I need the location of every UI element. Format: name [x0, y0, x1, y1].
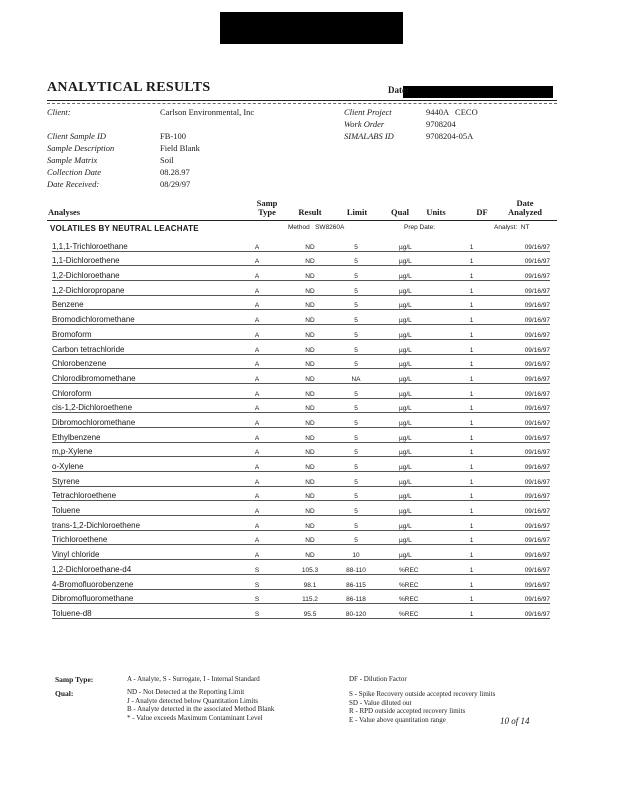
analyte-cell: Chlorobenzene: [52, 354, 227, 369]
samp-type-cell: A: [227, 369, 287, 384]
limit-cell: 5: [333, 472, 379, 487]
analyte-cell: Dibromochloromethane: [52, 413, 227, 428]
qual-cell: [379, 560, 399, 575]
qual-cell: [379, 427, 399, 442]
work-order: Work Order: [344, 119, 385, 129]
units-cell: µg/L: [399, 545, 449, 560]
result-cell: ND: [287, 472, 333, 487]
table-row: [52, 574, 550, 589]
df-cell: 1: [449, 325, 494, 340]
sample-info-value: 08/29/97: [160, 179, 191, 189]
legend-qual-line: E - Value above quantitation range: [349, 715, 446, 724]
result-cell: ND: [287, 281, 333, 296]
table-row: [52, 530, 550, 545]
date-cell: 09/16/97: [494, 369, 550, 384]
table-row: [52, 383, 550, 398]
table-row: [52, 486, 550, 501]
limit-cell: 5: [333, 266, 379, 281]
legend-df-text: DF - Dilution Factor: [349, 675, 407, 683]
analyte-cell: 1,2-Dichloroethane-d4: [52, 560, 227, 575]
samp-type-cell: S: [227, 560, 287, 575]
df-cell: 1: [449, 545, 494, 560]
analyte-cell: 1,1,1-Trichloroethane: [52, 237, 227, 251]
table-row: [52, 339, 550, 354]
table-row: [52, 237, 550, 251]
analyte-cell: 1,2-Dichloropropane: [52, 281, 227, 296]
units-cell: %REC: [399, 560, 449, 575]
limit-cell: 5: [333, 501, 379, 516]
sample-info-label: Date Received:: [47, 179, 100, 189]
result-cell: 105.3: [287, 560, 333, 575]
work-order-value: 9708204: [426, 119, 456, 129]
limit-cell: 86-115: [333, 574, 379, 589]
date-cell: 09/16/97: [494, 604, 550, 619]
df-cell: 1: [449, 295, 494, 310]
samp-type-cell: A: [227, 398, 287, 413]
qual-cell: [379, 516, 399, 531]
qual-cell: [379, 354, 399, 369]
sample-info-label: Client Sample ID: [47, 131, 107, 141]
samp-type-cell: A: [227, 325, 287, 340]
units-cell: µg/L: [399, 501, 449, 516]
analyte-cell: Chlorodibromomethane: [52, 369, 227, 384]
date-cell: 09/16/97: [494, 486, 550, 501]
col-units: Units: [426, 207, 446, 217]
result-cell: ND: [287, 295, 333, 310]
sample-info-value: 08.28.97: [160, 167, 190, 177]
df-cell: 1: [449, 281, 494, 296]
sample-info-value: Soil: [160, 155, 174, 165]
table-row: [52, 369, 550, 384]
legend-qual-line: R - RPD outside accepted recovery limits: [349, 707, 466, 715]
date-cell: 09/16/97: [494, 574, 550, 589]
samp-type-cell: A: [227, 413, 287, 428]
samp-type-cell: S: [227, 589, 287, 604]
result-cell: ND: [287, 516, 333, 531]
df-cell: 1: [449, 369, 494, 384]
samp-type-cell: S: [227, 574, 287, 589]
analyte-cell: Tetrachloroethene: [52, 486, 227, 501]
qual-cell: [379, 398, 399, 413]
df-cell: 1: [449, 398, 494, 413]
qual-cell: [379, 310, 399, 325]
table-row: [52, 472, 550, 487]
date-cell: 09/16/97: [494, 237, 550, 251]
samp-type-cell: A: [227, 251, 287, 266]
qual-cell: [379, 369, 399, 384]
title-rule-dashed: [47, 103, 557, 104]
section-name: VOLATILES BY NEUTRAL LEACHATE: [50, 224, 199, 233]
samp-type-cell: A: [227, 281, 287, 296]
date-cell: 09/16/97: [494, 530, 550, 545]
units-cell: µg/L: [399, 413, 449, 428]
result-cell: ND: [287, 530, 333, 545]
result-cell: ND: [287, 413, 333, 428]
sample-info-labels: [47, 130, 114, 190]
result-cell: ND: [287, 501, 333, 516]
qual-cell: [379, 251, 399, 266]
table-row: [52, 442, 550, 457]
date-cell: 09/16/97: [494, 266, 550, 281]
samp-type-cell: A: [227, 472, 287, 487]
df-cell: 1: [449, 457, 494, 472]
limit-cell: 5: [333, 427, 379, 442]
df-cell: 1: [449, 310, 494, 325]
samp-type-cell: A: [227, 354, 287, 369]
units-cell: %REC: [399, 589, 449, 604]
units-cell: %REC: [399, 574, 449, 589]
date-cell: 09/16/97: [494, 339, 550, 354]
limit-cell: 5: [333, 413, 379, 428]
samp-type-cell: A: [227, 545, 287, 560]
table-row: [52, 560, 550, 575]
table-row: [52, 251, 550, 266]
qual-cell: [379, 501, 399, 516]
table-row: [52, 501, 550, 516]
df-cell: 1: [449, 501, 494, 516]
samp-type-cell: A: [227, 427, 287, 442]
client-value: Carlson Environmental, Inc: [160, 107, 255, 117]
table-row: [52, 325, 550, 340]
analyte-cell: cis-1,2-Dichloroethene: [52, 398, 227, 413]
qual-cell: [379, 325, 399, 340]
df-cell: 1: [449, 574, 494, 589]
result-cell: ND: [287, 310, 333, 325]
units-cell: µg/L: [399, 486, 449, 501]
units-cell: µg/L: [399, 266, 449, 281]
limit-cell: 5: [333, 310, 379, 325]
table-row: [52, 295, 550, 310]
col-result: Result: [298, 207, 322, 217]
result-cell: ND: [287, 325, 333, 340]
analyte-cell: Styrene: [52, 472, 227, 487]
units-cell: µg/L: [399, 398, 449, 413]
limit-cell: 86-118: [333, 589, 379, 604]
qual-cell: [379, 472, 399, 487]
units-cell: µg/L: [399, 530, 449, 545]
result-cell: ND: [287, 442, 333, 457]
df-cell: 1: [449, 472, 494, 487]
df-cell: 1: [449, 427, 494, 442]
limit-cell: 5: [333, 251, 379, 266]
result-cell: ND: [287, 266, 333, 281]
table-row: [52, 516, 550, 531]
qual-cell: [379, 457, 399, 472]
date-cell: 09/16/97: [494, 589, 550, 604]
result-cell: 95.5: [287, 604, 333, 619]
units-cell: µg/L: [399, 442, 449, 457]
table-row: [52, 310, 550, 325]
qual-cell: [379, 589, 399, 604]
result-cell: 98.1: [287, 574, 333, 589]
date-cell: 09/16/97: [494, 281, 550, 296]
units-cell: µg/L: [399, 310, 449, 325]
units-cell: µg/L: [399, 457, 449, 472]
date-cell: 09/16/97: [494, 516, 550, 531]
df-cell: 1: [449, 266, 494, 281]
sample-info-values: [160, 130, 200, 190]
analyte-cell: trans-1,2-Dichloroethene: [52, 516, 227, 531]
limit-cell: 5: [333, 325, 379, 340]
result-cell: ND: [287, 486, 333, 501]
samp-type-cell: A: [227, 237, 287, 251]
analyte-cell: Ethylbenzene: [52, 427, 227, 442]
section-analyst: Analyst: NT: [494, 224, 530, 231]
qual-cell: [379, 486, 399, 501]
limit-cell: 5: [333, 237, 379, 251]
units-cell: µg/L: [399, 295, 449, 310]
table-row: [52, 413, 550, 428]
legend-qual-line: * - Value exceeds Maximum Contaminant Level: [127, 713, 263, 722]
limit-cell: 5: [333, 530, 379, 545]
df-cell: 1: [449, 251, 494, 266]
analyte-cell: 4-Bromofluorobenzene: [52, 574, 227, 589]
sample-info-label: Collection Date: [47, 167, 102, 177]
df-cell: 1: [449, 516, 494, 531]
col-limit: Limit: [346, 207, 368, 217]
date-cell: 09/16/97: [494, 398, 550, 413]
samp-type-cell: A: [227, 442, 287, 457]
analyte-cell: m,p-Xylene: [52, 442, 227, 457]
title-rule: [47, 100, 557, 101]
qual-cell: [379, 383, 399, 398]
result-cell: ND: [287, 251, 333, 266]
date-label: Date:: [388, 85, 409, 95]
table-row: [52, 281, 550, 296]
legend-qual-right: [349, 690, 495, 724]
date-cell: 09/16/97: [494, 310, 550, 325]
result-cell: ND: [287, 237, 333, 251]
sample-info-label: Sample Description: [47, 143, 115, 153]
result-cell: ND: [287, 354, 333, 369]
page-title: ANALYTICAL RESULTS: [47, 80, 211, 95]
limit-cell: 88-110: [333, 560, 379, 575]
analyte-cell: Bromoform: [52, 325, 227, 340]
limit-cell: 5: [333, 398, 379, 413]
legend-qual-line: S - Spike Recovery outside accepted recovery limits: [349, 690, 496, 698]
col-analyses: Analyses: [48, 207, 81, 217]
date-cell: 09/16/97: [494, 427, 550, 442]
date-cell: 09/16/97: [494, 560, 550, 575]
limit-cell: 5: [333, 457, 379, 472]
df-cell: 1: [449, 442, 494, 457]
legend-samp-type-text: A - Analyte, S - Surrogate, I - Internal Standard: [127, 675, 260, 683]
analyte-cell: Bromodichloromethane: [52, 310, 227, 325]
samp-type-cell: A: [227, 310, 287, 325]
qual-cell: [379, 604, 399, 619]
df-cell: 1: [449, 604, 494, 619]
qual-cell: [379, 295, 399, 310]
section-header: [50, 224, 550, 236]
qual-cell: [379, 442, 399, 457]
limit-cell: 5: [333, 516, 379, 531]
client-project-value: 9440A CECO: [426, 107, 478, 117]
units-cell: µg/L: [399, 281, 449, 296]
qual-cell: [379, 281, 399, 296]
units-cell: µg/L: [399, 325, 449, 340]
legend-qual-line: B - Analyte detected in the associated Method Blank: [127, 705, 275, 713]
table-row: [52, 604, 550, 619]
units-cell: µg/L: [399, 237, 449, 251]
result-cell: ND: [287, 383, 333, 398]
df-cell: 1: [449, 413, 494, 428]
analyte-cell: o-Xylene: [52, 457, 227, 472]
date-cell: 09/16/97: [494, 295, 550, 310]
samp-type-cell: A: [227, 339, 287, 354]
date-cell: 09/16/97: [494, 545, 550, 560]
analyte-cell: Toluene-d8: [52, 604, 227, 619]
simalabs-id-value: 9708204-05A: [426, 131, 474, 141]
units-cell: µg/L: [399, 339, 449, 354]
analyte-cell: Toluene: [52, 501, 227, 516]
sample-info-value: FB-100: [160, 131, 186, 141]
date-cell: 09/16/97: [494, 325, 550, 340]
df-cell: 1: [449, 339, 494, 354]
samp-type-cell: A: [227, 266, 287, 281]
table-row: [52, 457, 550, 472]
units-cell: µg/L: [399, 516, 449, 531]
result-cell: ND: [287, 457, 333, 472]
units-cell: µg/L: [399, 354, 449, 369]
analyte-cell: Dibromofluoromethane: [52, 589, 227, 604]
page-number: 10 of 14: [500, 716, 530, 726]
df-cell: 1: [449, 354, 494, 369]
table-row: [52, 589, 550, 604]
col-date-analyzed: Date Analyzed: [508, 198, 542, 217]
analyte-cell: 1,1-Dichloroethene: [52, 251, 227, 266]
qual-cell: [379, 413, 399, 428]
analyte-cell: Vinyl chloride: [52, 545, 227, 560]
qual-cell: [379, 574, 399, 589]
units-cell: µg/L: [399, 383, 449, 398]
table-row: [52, 398, 550, 413]
limit-cell: 10: [333, 545, 379, 560]
units-cell: %REC: [399, 604, 449, 619]
client-label: Client:: [47, 107, 71, 117]
analyte-cell: 1,2-Dichloroethane: [52, 266, 227, 281]
table-row: [52, 545, 550, 560]
results-table: [52, 237, 550, 619]
date-cell: 09/16/97: [494, 442, 550, 457]
sample-info-value: Field Blank: [160, 143, 200, 153]
qual-cell: [379, 266, 399, 281]
result-cell: ND: [287, 427, 333, 442]
table-row: [52, 427, 550, 442]
table-row: [52, 266, 550, 281]
result-cell: ND: [287, 339, 333, 354]
limit-cell: 5: [333, 339, 379, 354]
df-cell: 1: [449, 560, 494, 575]
section-prep-date: Prep Date:: [404, 224, 436, 231]
legend-qual-line: ND - Not Detected at the Reporting Limit: [127, 688, 245, 696]
legend-qual-line: J - Analyte detected below Quantitation Limits: [127, 696, 259, 705]
limit-cell: 5: [333, 354, 379, 369]
sample-info-label: Sample Matrix: [47, 155, 98, 165]
qual-cell: [379, 530, 399, 545]
limit-cell: 80-120: [333, 604, 379, 619]
client-project: Client Project: [344, 107, 392, 117]
analyte-cell: Benzene: [52, 295, 227, 310]
qual-cell: [379, 237, 399, 251]
df-cell: 1: [449, 237, 494, 251]
date-cell: 09/16/97: [494, 251, 550, 266]
legend-qual-left: [127, 688, 274, 722]
date-cell: 09/16/97: [494, 457, 550, 472]
samp-type-cell: A: [227, 383, 287, 398]
df-cell: 1: [449, 486, 494, 501]
samp-type-cell: S: [227, 604, 287, 619]
analyte-cell: Trichloroethene: [52, 530, 227, 545]
limit-cell: 5: [333, 486, 379, 501]
legend-qual-label: Qual:: [55, 689, 74, 698]
df-cell: 1: [449, 383, 494, 398]
analyte-cell: Carbon tetrachloride: [52, 339, 227, 354]
units-cell: µg/L: [399, 427, 449, 442]
samp-type-cell: A: [227, 295, 287, 310]
redacted-header-block: [220, 12, 403, 44]
samp-type-cell: A: [227, 530, 287, 545]
result-cell: ND: [287, 398, 333, 413]
qual-cell: [379, 339, 399, 354]
simalabs-id: SIMALABS ID: [344, 131, 394, 141]
redacted-date-block: [403, 86, 553, 98]
section-method: Method SW8260A: [288, 224, 345, 231]
limit-cell: 5: [333, 281, 379, 296]
date-cell: 09/16/97: [494, 383, 550, 398]
date-cell: 09/16/97: [494, 501, 550, 516]
df-cell: 1: [449, 530, 494, 545]
limit-cell: 5: [333, 383, 379, 398]
header-rule: [47, 220, 557, 221]
result-cell: ND: [287, 369, 333, 384]
date-cell: 09/16/97: [494, 472, 550, 487]
result-cell: 115.2: [287, 589, 333, 604]
legend-samp-type-label: Samp Type:: [55, 675, 94, 684]
legend-qual-line: SD - Value diluted out: [349, 698, 412, 707]
samp-type-cell: A: [227, 501, 287, 516]
date-cell: 09/16/97: [494, 413, 550, 428]
units-cell: µg/L: [399, 369, 449, 384]
df-cell: 1: [449, 589, 494, 604]
limit-cell: 5: [333, 295, 379, 310]
units-cell: µg/L: [399, 251, 449, 266]
units-cell: µg/L: [399, 472, 449, 487]
col-df: DF: [476, 207, 488, 217]
table-row: [52, 354, 550, 369]
result-cell: ND: [287, 545, 333, 560]
analyte-cell: Chloroform: [52, 383, 227, 398]
samp-type-cell: A: [227, 516, 287, 531]
date-cell: 09/16/97: [494, 354, 550, 369]
qual-cell: [379, 545, 399, 560]
col-samp-type: Samp Type: [256, 198, 278, 217]
col-qual: Qual: [391, 207, 409, 217]
limit-cell: 5: [333, 442, 379, 457]
limit-cell: NA: [333, 369, 379, 384]
samp-type-cell: A: [227, 457, 287, 472]
samp-type-cell: A: [227, 486, 287, 501]
